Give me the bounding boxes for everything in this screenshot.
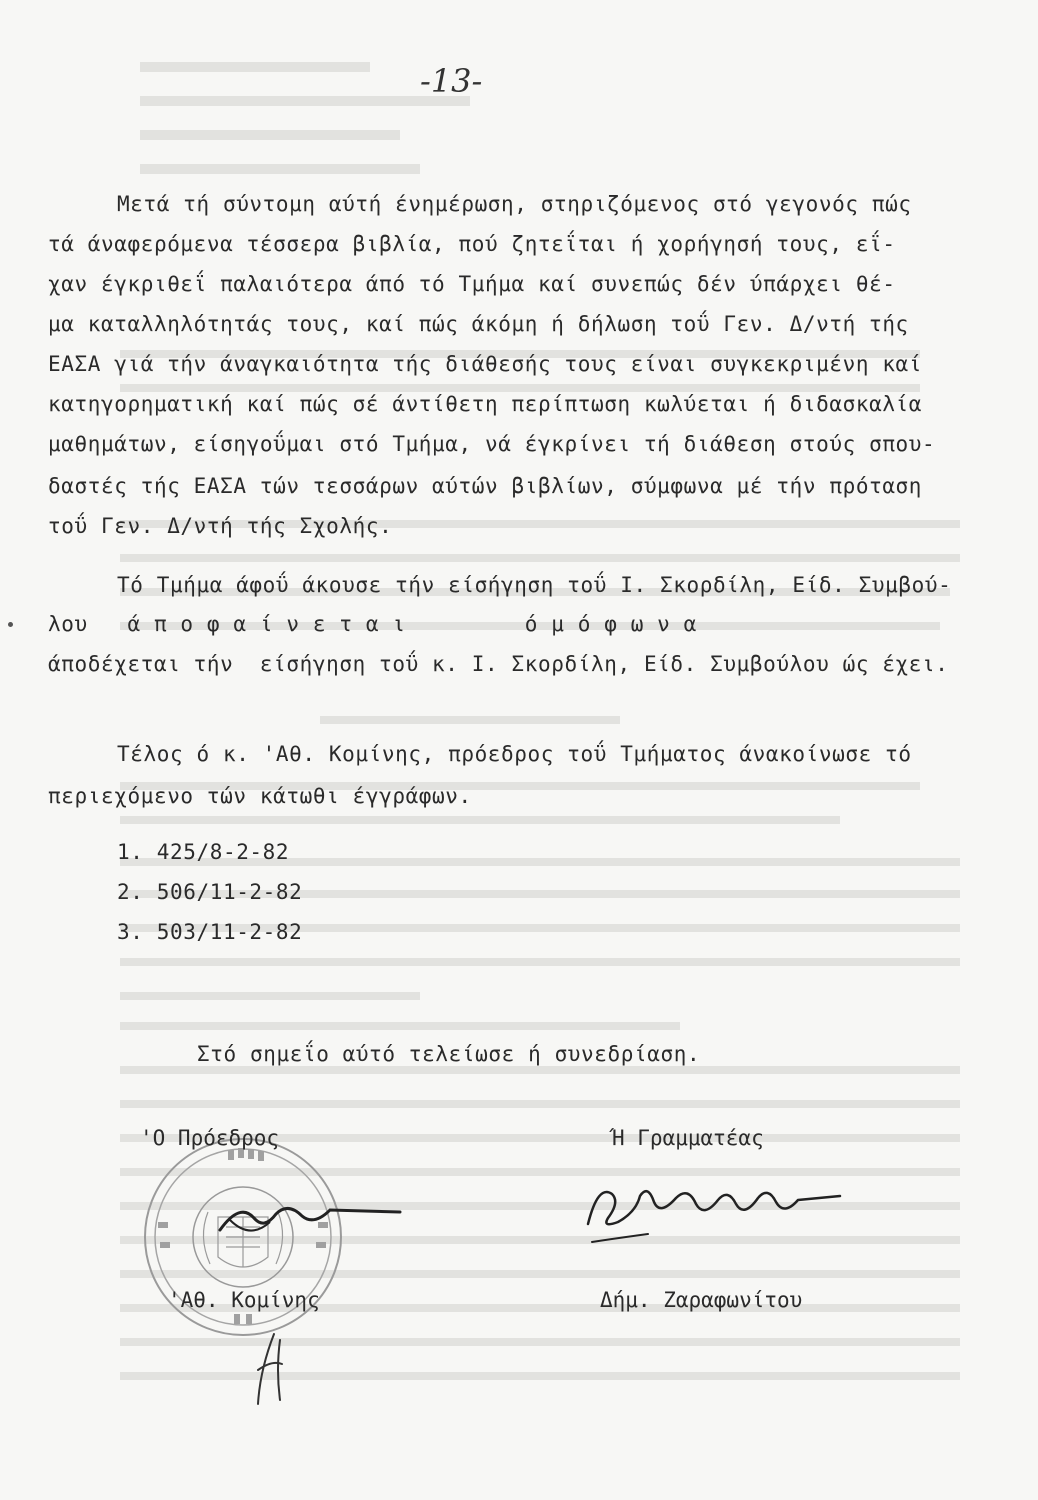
document-list-item: 2. 506/11-2-82	[117, 880, 303, 904]
paragraph-1-line: δαστές τής ΕΑΣΑ τών τεσσάρων αύτών βιβλίων, σύμφωνα μέ τήν πρόταση	[48, 474, 923, 498]
president-signature	[210, 1190, 410, 1250]
paragraph-1-line: μαθημάτων, είσηγοΰμαι στό Τμήμα, νά έγκρίνει τή διάθεση στούς σπου-	[48, 432, 936, 456]
margin-dot	[8, 622, 13, 627]
paragraph-1-line: χαν έγκριθεΐ παλαιότερα άπό τό Τμήμα καί συνεπώς δέν ύπάρχει θέ-	[48, 272, 896, 296]
paragraph-1-line: τοΰ Γεν. Δ/ντή τής Σχολής.	[48, 514, 393, 538]
secretary-title: Ή Γραμματέας	[612, 1126, 764, 1150]
secretary-name: Δήμ. Ζαραφωνίτου	[600, 1288, 803, 1312]
paragraph-2-line: άποδέχεται τήν είσήγηση τοΰ κ. Ι. Σκορδίλη, Είδ. Συμβούλου ώς έχει.	[48, 652, 949, 676]
initials-mark	[250, 1330, 290, 1410]
paragraph-1-line: τά άναφερόμενα τέσσερα βιβλία, πού ζητεΐται ή χορήγησή τους, εΐ-	[48, 232, 896, 256]
secretary-signature	[578, 1164, 848, 1254]
document-list-item: 3. 503/11-2-82	[117, 920, 303, 944]
paragraph-2-line: λου ά π ο φ α ί ν ε τ α ι ό μ ό φ ω ν α	[48, 612, 697, 636]
president-name: 'Αθ. Κομίνης	[168, 1288, 320, 1312]
closing-sentence: Στό σημεΐο αύτό τελείωσε ή συνεδρίαση.	[197, 1042, 701, 1066]
page-number: -13-	[420, 62, 483, 100]
paragraph-2-line: Τό Τμήμα άφοΰ άκουσε τήν είσήγηση τοΰ Ι. Σκορδίλη, Είδ. Συμβού-	[117, 573, 952, 597]
paragraph-1-line: μα καταλληλότητάς τους, καί πώς άκόμη ή δήλωση τοΰ Γεν. Δ/ντή τής	[48, 312, 909, 336]
paragraph-1-line: ΕΑΣΑ γιά τήν άναγκαιότητα τής διάθεσής τους είναι συγκεκριμένη καί	[48, 352, 923, 376]
paragraph-1-line: Μετά τή σύντομη αύτή ένημέρωση, στηριζόμενος στό γεγονός πώς	[117, 192, 912, 216]
paragraph-3-line: περιεχόμενο τών κάτωθι έγγράφων.	[48, 784, 472, 808]
paragraph-3-line: Τέλος ό κ. 'Αθ. Κομίνης, πρόεδρος τοΰ Τμήματος άνακοίνωσε τό	[117, 742, 912, 766]
paragraph-1-line: κατηγορηματική καί πώς σέ άντίθετη περίπτωση κωλύεται ή διδασκαλία	[48, 392, 923, 416]
document-list-item: 1. 425/8-2-82	[117, 840, 290, 864]
president-title: 'Ο Πρόεδρος	[140, 1126, 280, 1150]
